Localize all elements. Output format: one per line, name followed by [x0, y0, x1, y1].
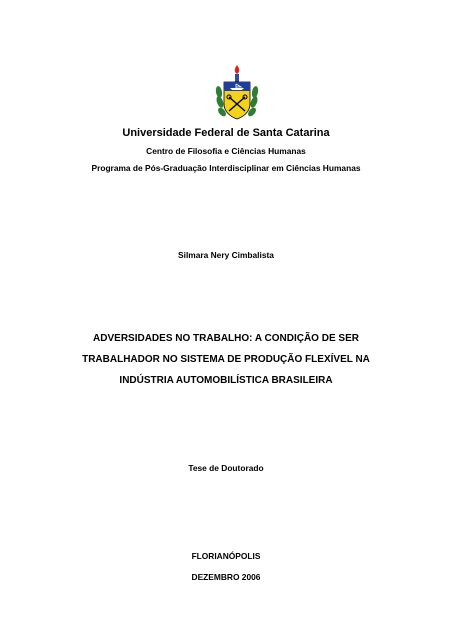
- program-name: Programa de Pós-Graduação Interdisciplinar em Ciências Humanas: [91, 163, 361, 173]
- city-name: FLORIANÓPOLIS: [191, 551, 261, 561]
- publication-date: DEZEMBRO 2006: [191, 572, 261, 582]
- torch-icon: [235, 65, 240, 83]
- thesis-title-line: INDÚSTRIA AUTOMOBILÍSTICA BRASILEIRA: [119, 375, 333, 386]
- author-name: Silmara Nery Cimbalista: [178, 250, 274, 260]
- thesis-title-line: TRABALHADOR NO SISTEMA DE PRODUÇÃO FLEXÍVEL NA: [82, 354, 370, 365]
- document-type: Tese de Doutorado: [188, 463, 264, 473]
- thesis-title-line: ADVERSIDADES NO TRABALHO: A CONDIÇÃO DE SER: [93, 333, 359, 344]
- center-name: Centro de Filosofia e Ciências Humanas: [146, 146, 306, 156]
- university-coat-of-arms-icon: [212, 62, 262, 122]
- university-name: Universidade Federal de Santa Catarina: [122, 127, 330, 139]
